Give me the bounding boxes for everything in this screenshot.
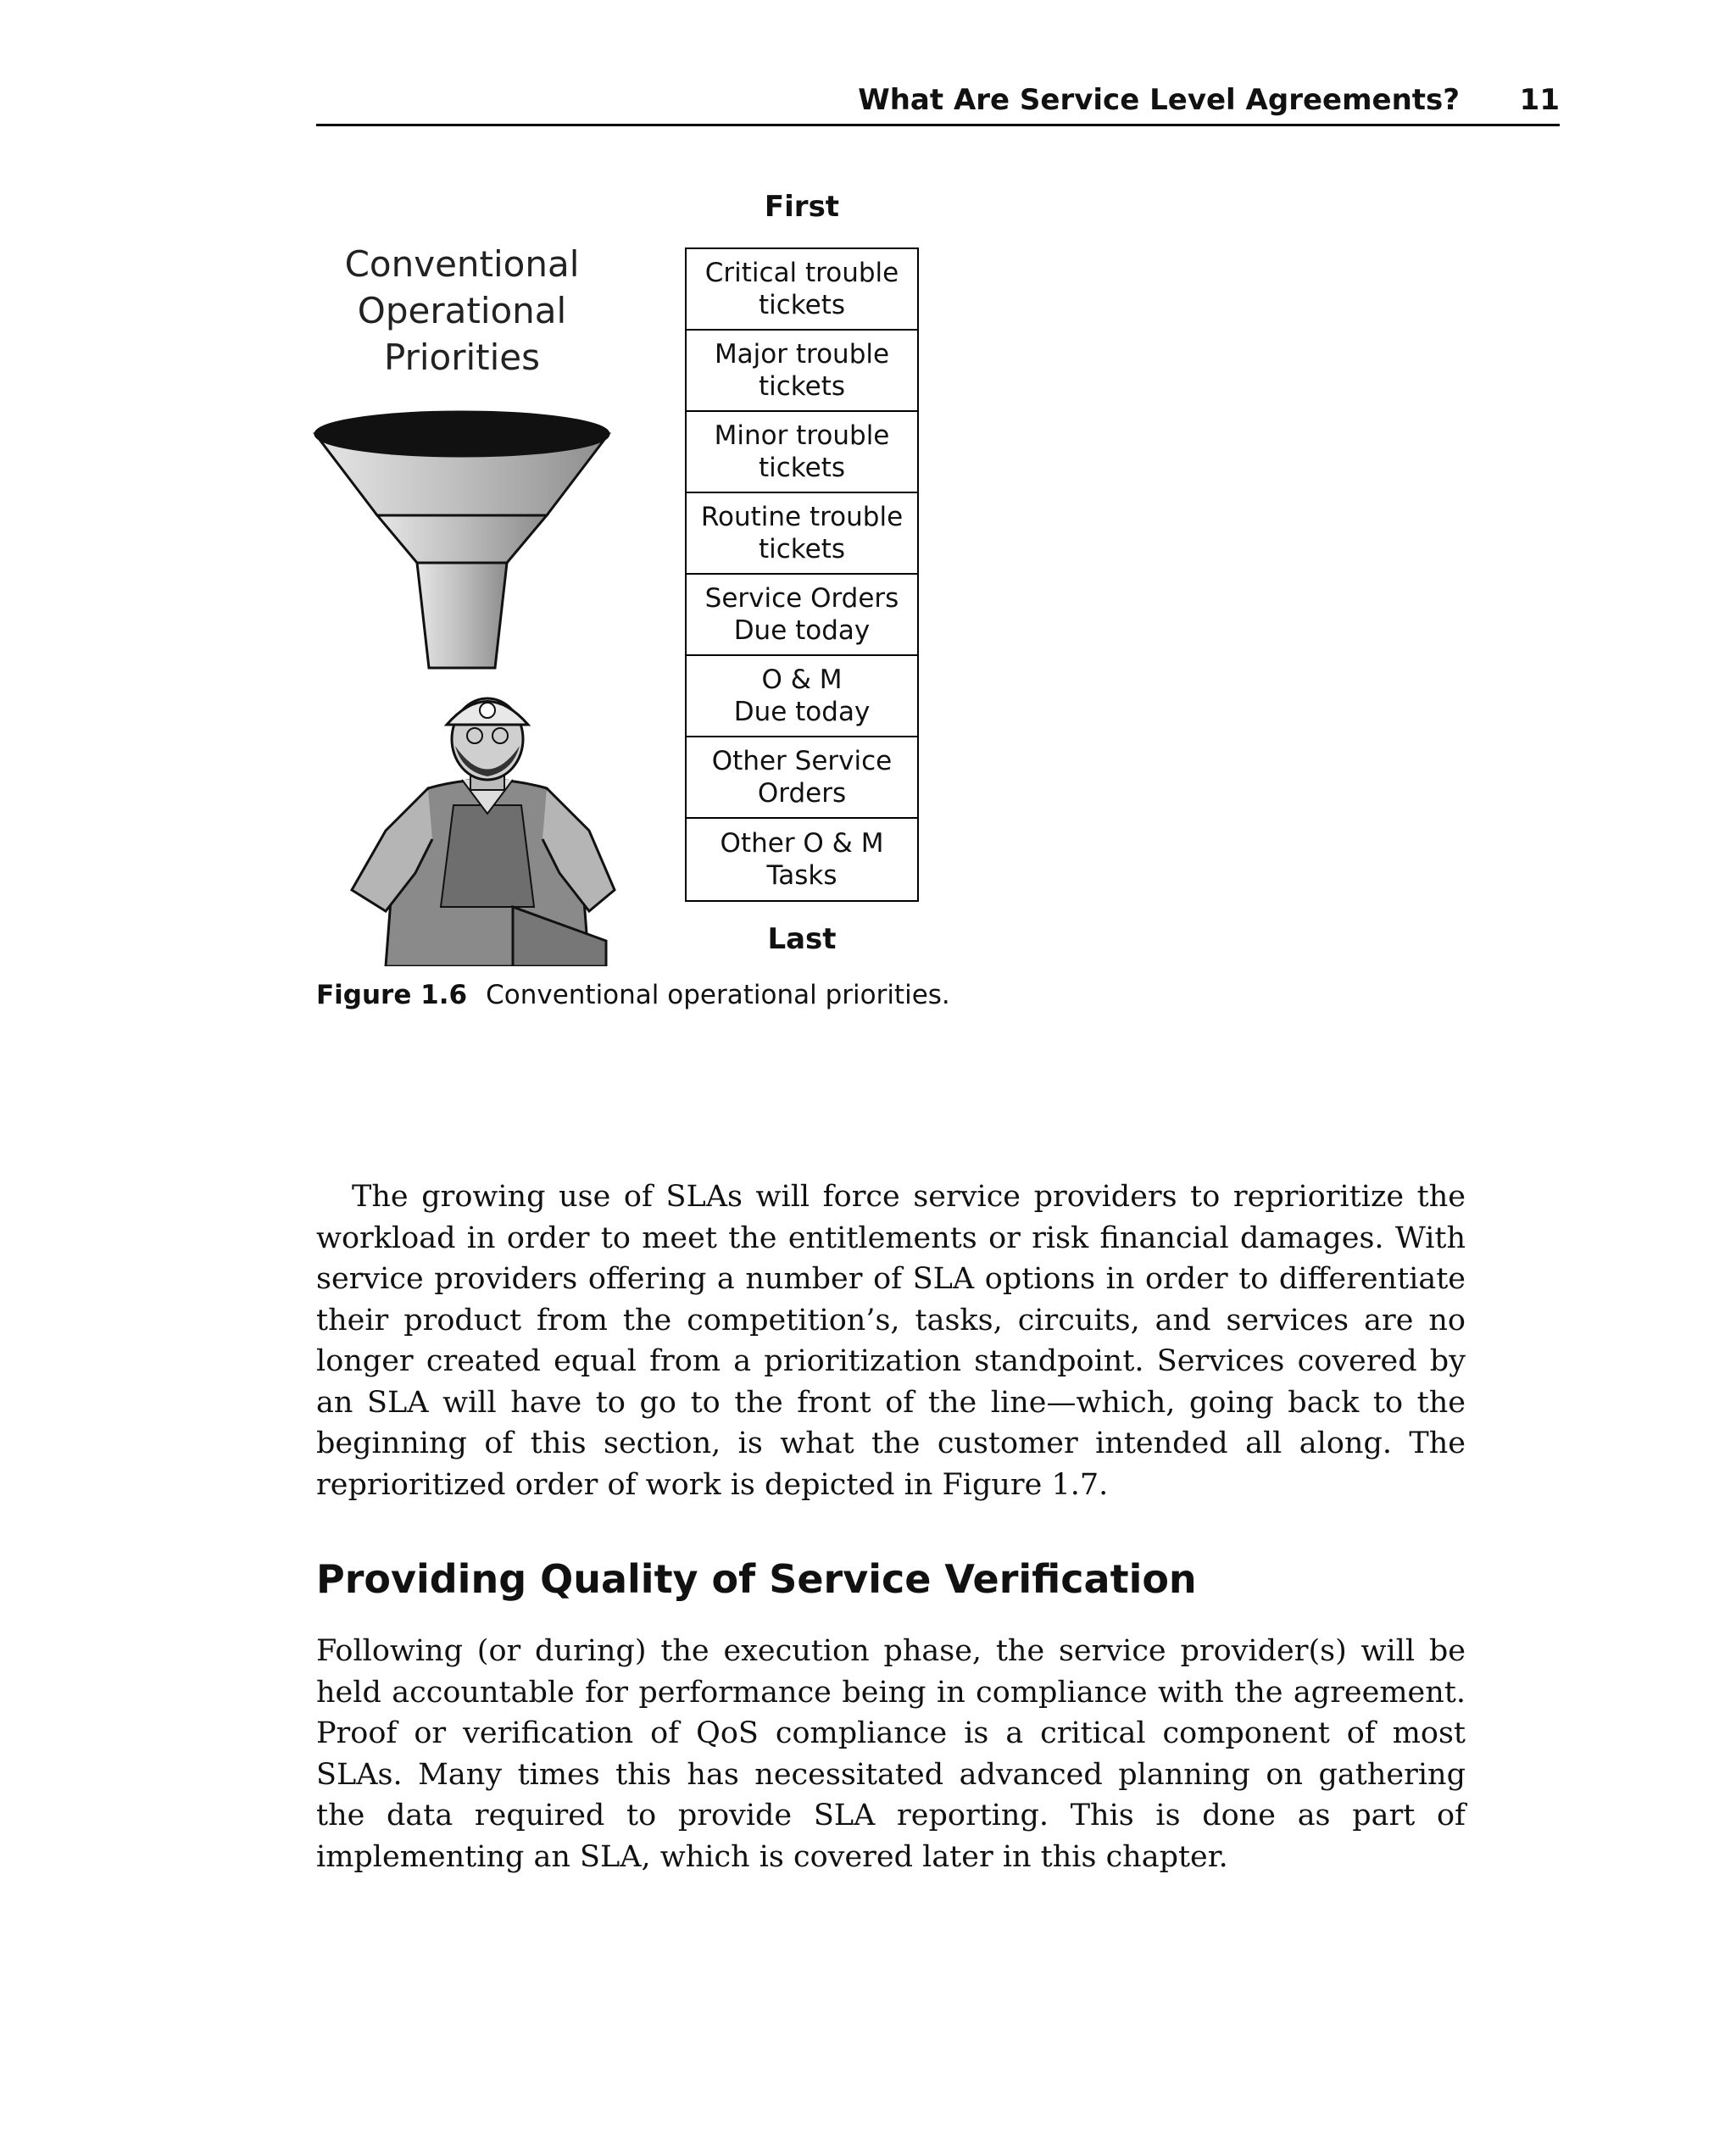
figure-caption-label: Figure 1.6 bbox=[316, 980, 468, 1010]
funnel-icon bbox=[305, 407, 619, 678]
worker-illustration bbox=[335, 687, 640, 966]
body-paragraph-1: The growing use of SLAs will force service providers to reprioritize the workload in order to meet the entitlements or risk financial damages. With service providers offering a number of SLA options in order to differentiate their product from the competition’s, tasks, circuits, and services are no longer created equal from a prioritization standpoint. Services covered by an SLA will have to go to the front of the line—which, going back to the beginning of this section, is what the customer intended all along. The reprioritized order of work is depicted in Figure 1.7. bbox=[316, 1180, 1466, 1502]
running-head-title: What Are Service Level Agreements? bbox=[858, 83, 1460, 117]
priority-item: Routine trouble tickets bbox=[687, 493, 917, 575]
priority-item: Service Orders Due today bbox=[687, 575, 917, 656]
last-label: Last bbox=[767, 922, 837, 956]
figure-caption bbox=[316, 980, 1418, 1010]
priority-item: Other O & M Tasks bbox=[720, 828, 884, 891]
first-label: First bbox=[764, 190, 840, 224]
body-paragraph-2: Following (or during) the execution phase, the service provider(s) will be held accountable for performance being in compliance with the agreement. Proof or verification of QoS compliance is a critical component of most SLAs. Many times this has necessitated advanced planning on gathering the data required to provide SLA reporting. This is done as part of implementing an SLA, which is covered later in this chapter. bbox=[316, 1634, 1466, 1874]
section-heading: Providing Quality of Service Verification bbox=[316, 1556, 1197, 1602]
figure-caption-text: Conventional operational priorities. bbox=[486, 980, 950, 1010]
priority-item: Minor trouble tickets bbox=[687, 412, 917, 493]
funnel-title: Conventional Operational Priorities bbox=[344, 243, 580, 378]
priority-item: Other Service Orders bbox=[687, 737, 917, 819]
priority-list bbox=[685, 247, 919, 902]
priority-item: Major trouble tickets bbox=[687, 331, 917, 412]
figure-1-6 bbox=[0, 0, 1736, 1034]
priority-item: Critical trouble tickets bbox=[687, 249, 917, 331]
priority-item: O & M Due today bbox=[687, 656, 917, 737]
page-number: 11 bbox=[1519, 83, 1560, 117]
